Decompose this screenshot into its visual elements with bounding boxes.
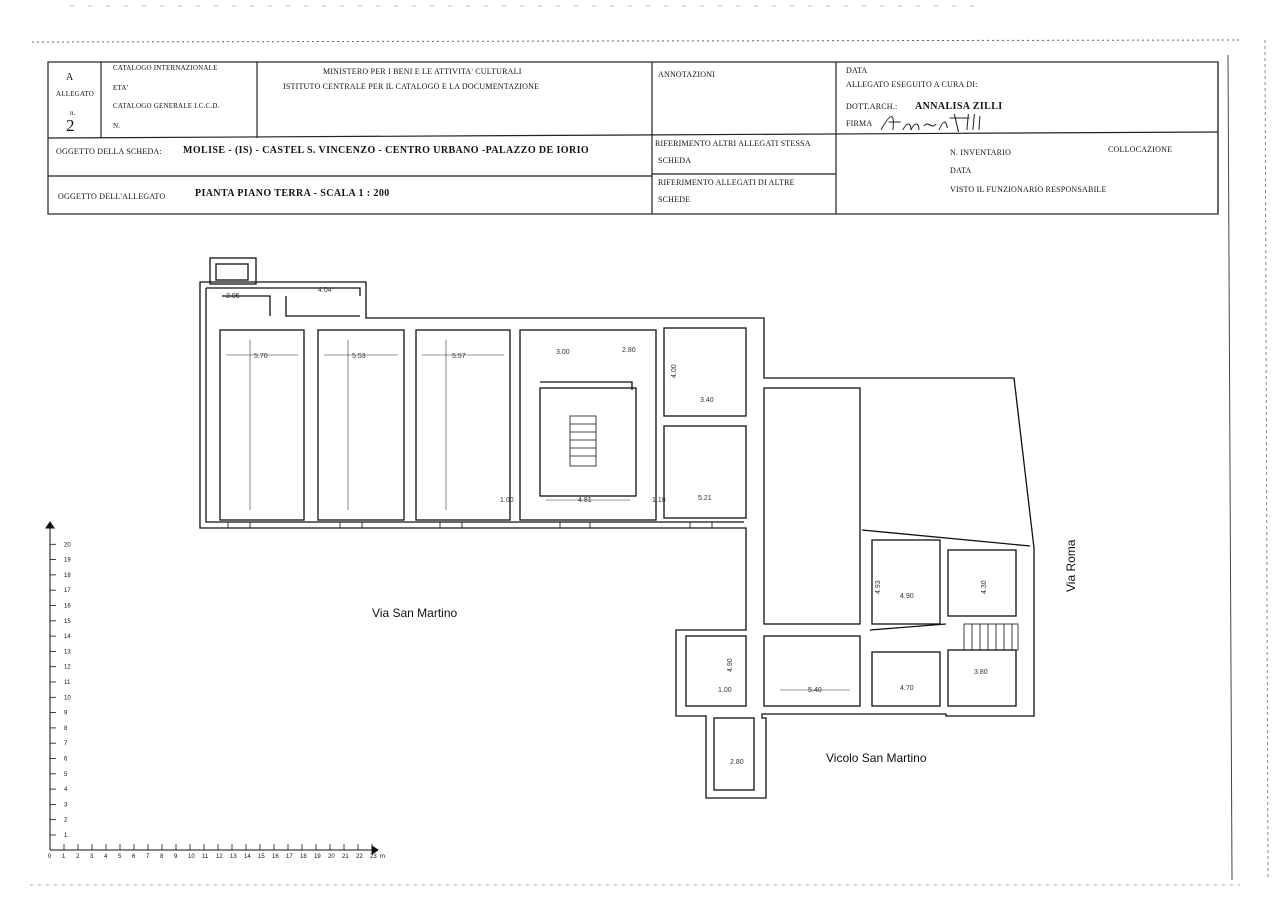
- v-tick-label: 5: [64, 771, 68, 778]
- h-tick-label: 19: [314, 854, 321, 860]
- h-tick-label: 14: [244, 854, 251, 860]
- street-via-san-martino: Via San Martino: [372, 606, 458, 620]
- h-scale-unit: m: [380, 854, 385, 860]
- dim-4-30: 4.30: [981, 580, 988, 594]
- h-tick-label: 8: [160, 854, 164, 860]
- v-tick-label: 18: [64, 572, 71, 579]
- dim-5-53: 5.53: [352, 353, 366, 360]
- n-inventario-label: N. INVENTARIO: [950, 148, 1012, 157]
- allegato-n-label: n.: [70, 109, 76, 117]
- ministero-title: MINISTERO PER I BENI E LE ATTIVITA' CULTURALI: [323, 67, 522, 76]
- h-tick-label: 10: [188, 854, 195, 860]
- v-tick-label: 12: [64, 664, 71, 671]
- street-vicolo-san-martino: Vicolo San Martino: [826, 751, 927, 765]
- rif-altri-line1: RIFERIMENTO ALTRI ALLEGATI STESSA: [655, 139, 811, 148]
- dim-4-00: 4.00: [671, 364, 678, 378]
- street-via-roma: Via Roma: [1064, 539, 1078, 592]
- h-tick-label: 1: [62, 854, 66, 860]
- dottarch-name: ANNALISA ZILLI: [915, 101, 1003, 112]
- collocazione-label: COLLOCAZIONE: [1108, 145, 1173, 154]
- annotazioni-label: ANNOTAZIONI: [658, 70, 716, 79]
- dim-4-90: 4.90: [900, 593, 914, 600]
- eseguito-label: ALLEGATO ESEGUITO A CURA DI:: [846, 80, 978, 89]
- oggetto-allegato-label: OGGETTO DELL'ALLEGATO: [58, 192, 166, 201]
- dim-5-21: 5.21: [698, 495, 712, 502]
- data2-label: DATA: [950, 166, 972, 175]
- dim-2-80: 2.80: [622, 347, 636, 354]
- h-tick-label: 2: [76, 854, 80, 860]
- v-tick-label: 15: [64, 618, 71, 625]
- allegato-letter: A: [66, 72, 74, 83]
- dim-5-70: 5.70: [254, 353, 268, 360]
- h-tick-label: 20: [328, 854, 335, 860]
- dim-2-95: 2.95: [226, 293, 240, 300]
- dim-4-70: 4.70: [900, 685, 914, 692]
- allegato-number: 2: [66, 116, 75, 135]
- h-tick-label: 12: [216, 854, 223, 860]
- dottarch-label: DOTT.ARCH.:: [846, 102, 898, 111]
- v-tick-label: 4: [64, 787, 68, 794]
- h-tick-label: 16: [272, 854, 279, 860]
- dim-4-04: 4.04: [318, 287, 332, 294]
- dim-4-93: 4.93: [875, 580, 882, 594]
- v-tick-label: 9: [64, 710, 68, 717]
- h-tick-label: 17: [286, 854, 293, 860]
- data-label: DATA: [846, 66, 868, 75]
- h-tick-label: 3: [90, 854, 94, 860]
- rif-allegati-line1: RIFERIMENTO ALLEGATI DI ALTRE: [658, 178, 795, 187]
- dim-2-80-b: 2.80: [730, 759, 744, 766]
- rif-allegati-line2: SCHEDE: [658, 195, 691, 204]
- rif-altri-line2: SCHEDA: [658, 156, 692, 165]
- visto-label: VISTO IL FUNZIONARIO RESPONSABILE: [950, 185, 1107, 194]
- h-tick-label: 13: [230, 854, 237, 860]
- v-tick-label: 3: [64, 802, 68, 809]
- istituto-title: ISTITUTO CENTRALE PER IL CATALOGO E LA DOCUMENTAZIONE: [283, 82, 540, 91]
- v-tick-label: 8: [64, 725, 68, 732]
- dim-4-81: 4.81: [578, 497, 592, 504]
- h-tick-label: 9: [174, 854, 178, 860]
- dim-5-57: 5.57: [452, 353, 466, 360]
- v-tick-label: 17: [64, 588, 71, 595]
- dim-5-40: 5.40: [808, 687, 822, 694]
- h-tick-label: 7: [146, 854, 150, 860]
- scale-axes: [46, 522, 378, 854]
- v-tick-label: 13: [64, 649, 71, 656]
- firma-label: FIRMA: [846, 119, 873, 128]
- n-label: N.: [113, 122, 121, 130]
- oggetto-scheda-label: OGGETTO DELLA SCHEDA:: [56, 147, 162, 156]
- vertical-scale-ticks: [50, 542, 71, 839]
- v-tick-label: 16: [64, 603, 71, 610]
- catalogo-generale: CATALOGO GENERALE I.C.C.D.: [113, 102, 220, 110]
- h-tick-label: 21: [342, 854, 349, 860]
- h-tick-label: 4: [104, 854, 108, 860]
- allegato-label: ALLEGATO: [56, 90, 95, 98]
- h-tick-label: 22: [356, 854, 363, 860]
- h-tick-label: 5: [118, 854, 122, 860]
- dim-1-00-b: 1.00: [718, 687, 732, 694]
- h-tick-label: 15: [258, 854, 265, 860]
- v-tick-label: 19: [64, 557, 71, 564]
- dim-1-00: 1.00: [500, 497, 514, 504]
- h-tick-label: 23: [370, 854, 377, 860]
- eta-label: ETA': [113, 84, 129, 92]
- v-tick-label: 11: [64, 680, 71, 686]
- v-tick-label: 10: [64, 695, 71, 702]
- dim-1-18: 1.18: [652, 497, 666, 504]
- v-tick-label: 7: [64, 741, 68, 748]
- dim-3-00: 3.00: [556, 349, 570, 356]
- dim-4-90-b: 4.90: [727, 658, 734, 672]
- v-tick-label: 2: [64, 817, 68, 824]
- h-tick-label: 18: [300, 854, 307, 860]
- h-tick-label: 11: [202, 854, 209, 860]
- h-tick-label: 0: [48, 854, 52, 860]
- oggetto-scheda-value: MOLISE - (IS) - CASTEL S. VINCENZO - CENTRO URBANO -PALAZZO DE IORIO: [183, 145, 590, 156]
- catalogo-internazionale: CATALOGO INTERNAZIONALE: [113, 64, 218, 72]
- dim-3-80: 3.80: [974, 669, 988, 676]
- v-tick-label: 1: [64, 833, 68, 839]
- v-tick-label: 20: [64, 542, 71, 549]
- h-tick-label: 6: [132, 854, 136, 860]
- v-tick-label: 14: [64, 634, 71, 641]
- v-tick-label: 6: [64, 756, 68, 763]
- horizontal-scale-ticks: [48, 844, 385, 860]
- oggetto-allegato-value: PIANTA PIANO TERRA - SCALA 1 : 200: [195, 188, 390, 199]
- dim-3-40: 3.40: [700, 397, 714, 404]
